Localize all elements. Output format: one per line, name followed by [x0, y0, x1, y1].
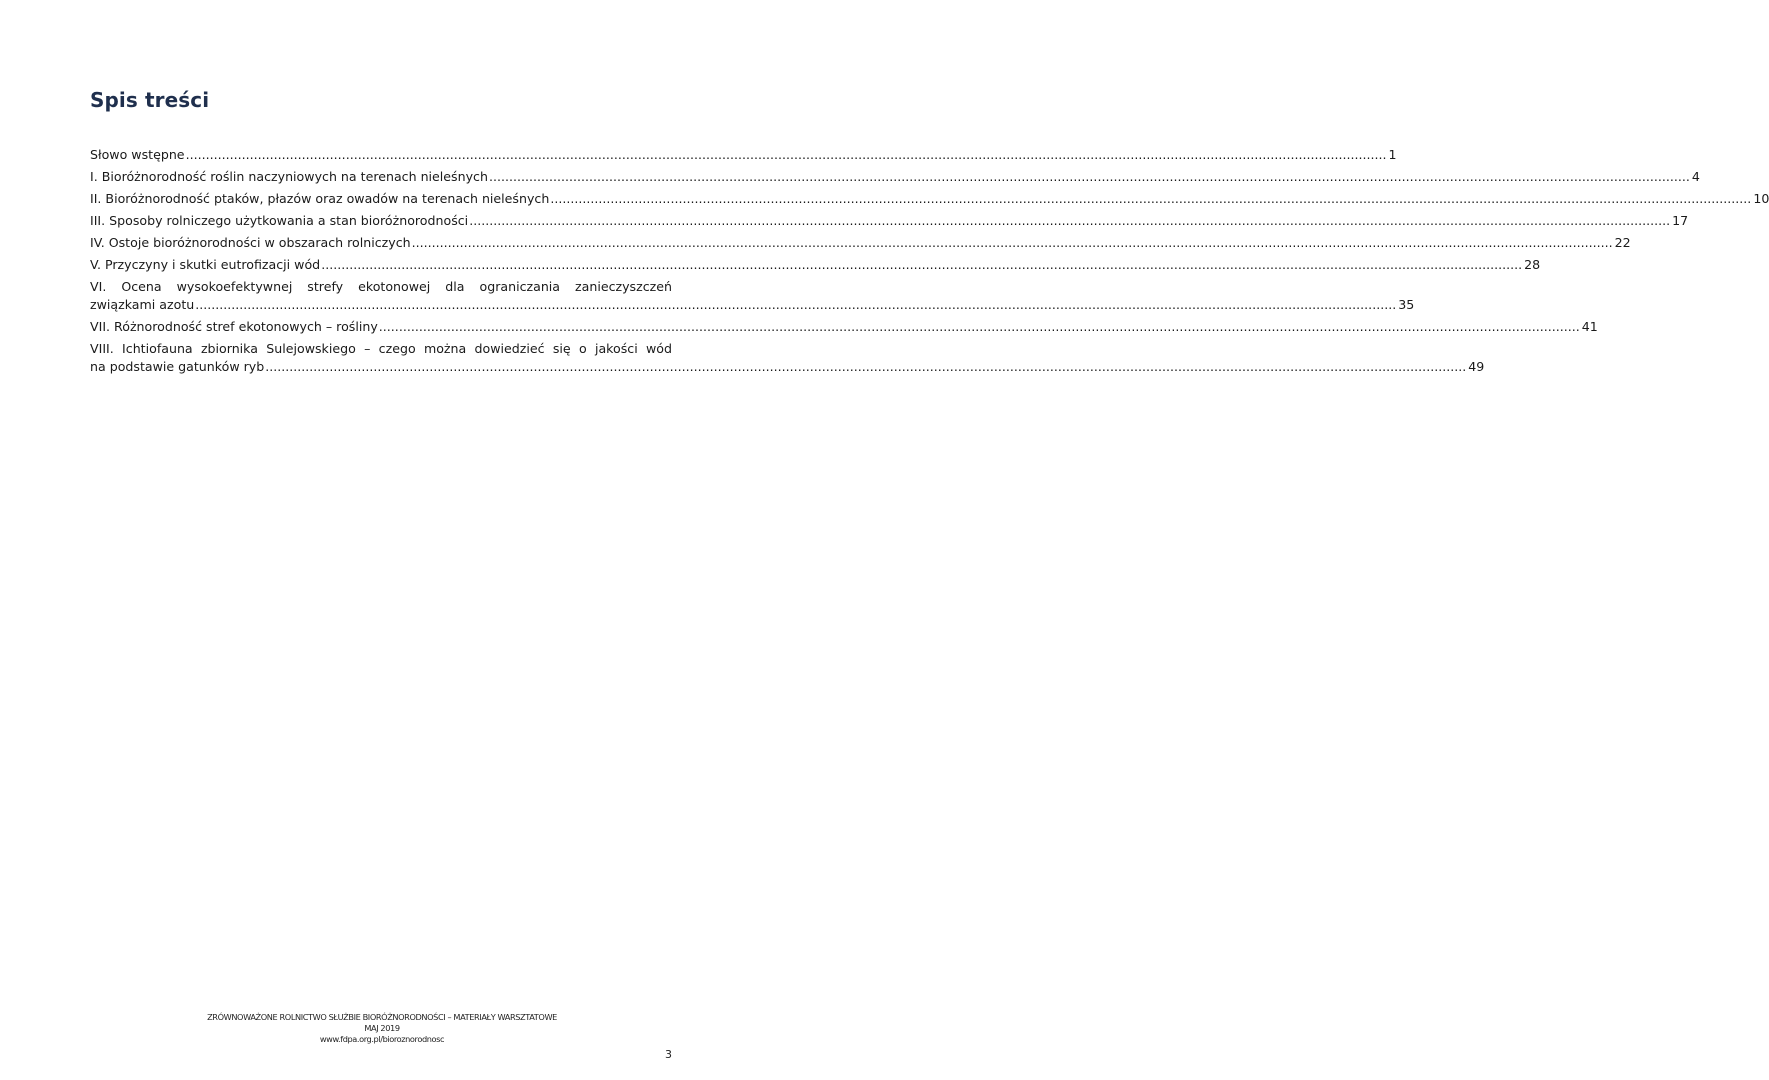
- toc-leader-dots: ............................................................................................................................................................................................................................................................................................................: [411, 235, 1613, 250]
- toc-entry-chapter-5[interactable]: [90, 254, 1541, 276]
- toc-leader-dots: ............................................................................................................................................................................................................................................................................................................: [488, 169, 1690, 184]
- toc-entry-text-line2: na podstawie gatunków ryb: [90, 359, 265, 374]
- toc-entry-page: 10: [1753, 191, 1769, 206]
- toc-leader-dots: ............................................................................................................................................................................................................................................................................................................: [321, 257, 1523, 272]
- toc-entry-page: 41: [1581, 319, 1598, 334]
- toc-entry-text: Słowo wstępne: [90, 147, 185, 162]
- page-number: 3: [665, 1048, 672, 1061]
- toc-entry-text: II. Bioróżnorodność ptaków, płazów oraz owadów na terenach nieleśnych: [90, 191, 550, 206]
- toc-entry-text: V. Przyczyny i skutki eutrofizacji wód: [90, 257, 321, 272]
- footer-title: ZRÓWNOWAŻONE ROLNICTWO SŁUŻBIE BIORÓŻNORODNOŚCI – MATERIAŁY WARSZTATOWE: [207, 1012, 557, 1022]
- toc-leader-dots: ............................................................................................................................................................................................................................................................................................................: [378, 319, 1580, 334]
- toc-entry-page: 22: [1614, 235, 1631, 250]
- toc-entry-chapter-7[interactable]: [90, 316, 1598, 338]
- toc-entry-page: 4: [1691, 169, 1700, 184]
- footer-url: www.fdpa.org.pl/bioroznorodnosc: [319, 1034, 445, 1044]
- page-footer: [0, 1012, 764, 1045]
- toc-entry-page: 35: [1398, 297, 1415, 312]
- toc-leader-dots: ............................................................................................................................................................................................................................................................................................................: [469, 213, 1671, 228]
- toc-entry-chapter-4[interactable]: [90, 232, 1631, 254]
- toc-entry-text-line2: związkami azotu: [90, 297, 195, 312]
- toc-entry-foreword[interactable]: [90, 144, 1397, 166]
- toc-entry-page: 17: [1672, 213, 1689, 228]
- toc-entry-text: IV. Ostoje bioróżnorodności w obszarach rolniczych: [90, 235, 411, 250]
- toc-leader-dots: ............................................................................................................................................................................................................................................................................................................: [550, 191, 1752, 206]
- footer-date: MAJ 2019: [364, 1023, 400, 1033]
- toc-entry-chapter-6[interactable]: [90, 278, 1415, 314]
- page-title: Spis treści: [90, 88, 210, 112]
- toc-entry-page: 49: [1468, 359, 1485, 374]
- toc-entry-chapter-1[interactable]: [90, 166, 1700, 188]
- toc-leader-dots: ............................................................................................................................................................................................................................................................................................................: [195, 297, 1397, 312]
- toc-entry-page: 28: [1524, 257, 1541, 272]
- toc-entry-text: I. Bioróżnorodność roślin naczyniowych na terenach nieleśnych: [90, 169, 488, 184]
- table-of-contents: [90, 144, 1769, 378]
- toc-entry-text-line1: VIII. Ichtiofauna zbiornika Sulejowskiego – czego można dowiedzieć się o jakości wód: [90, 341, 672, 356]
- toc-entry-page: 1: [1388, 147, 1397, 162]
- toc-entry-text: VII. Różnorodność stref ekotonowych – rośliny: [90, 319, 378, 334]
- toc-leader-dots: ............................................................................................................................................................................................................................................................................................................: [265, 359, 1467, 374]
- toc-entry-chapter-8[interactable]: [90, 340, 1485, 376]
- toc-entry-text-line1: VI. Ocena wysokoefektywnej strefy ekotonowej dla ograniczania zanieczyszczeń: [90, 279, 672, 294]
- toc-entry-chapter-2[interactable]: [90, 188, 1769, 210]
- toc-entry-chapter-3[interactable]: [90, 210, 1689, 232]
- toc-entry-text: III. Sposoby rolniczego użytkowania a stan bioróżnorodności: [90, 213, 469, 228]
- toc-leader-dots: ............................................................................................................................................................................................................................................................................................................: [185, 147, 1387, 162]
